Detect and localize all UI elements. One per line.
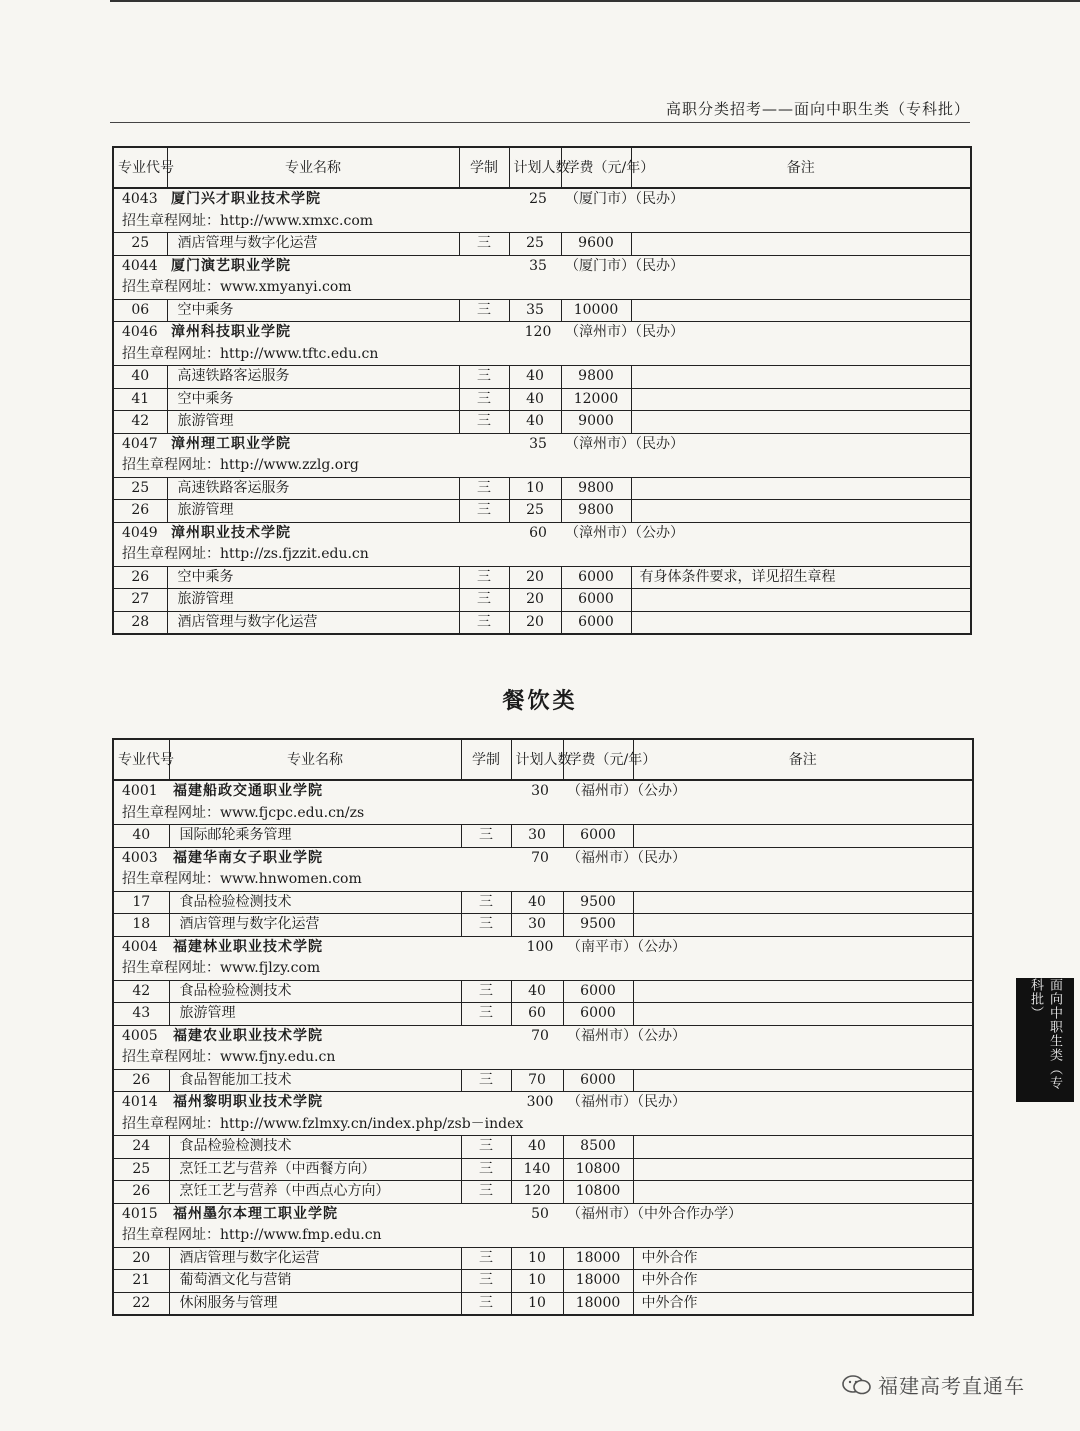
school-url: www.fjny.edu.cn: [220, 1049, 336, 1066]
major-quota: 30: [511, 825, 563, 848]
school-url: http://zs.fjzzit.edu.cn: [220, 546, 369, 563]
major-code: 25: [113, 477, 167, 500]
major-row: [113, 1003, 973, 1026]
col-fee-header: 学费（元/年）: [563, 739, 633, 780]
major-row: [113, 388, 971, 411]
major-quota: 20: [509, 611, 561, 634]
major-quota: 40: [511, 891, 563, 914]
col-duration-header: 学制: [461, 739, 511, 780]
major-name: 食品检验检测技术: [169, 980, 461, 1003]
major-duration: 三: [461, 1247, 511, 1270]
major-quota: 40: [509, 388, 561, 411]
major-row: [113, 589, 971, 612]
school-url-cell: [113, 869, 973, 891]
school-url-row: [113, 1114, 973, 1136]
school-url: http://www.fmp.edu.cn: [220, 1227, 382, 1244]
major-code: 25: [113, 233, 167, 256]
school-location: （福州市）（中外合作办学）: [567, 1205, 742, 1222]
school-url-row: [113, 869, 973, 891]
school-url-row: [113, 544, 971, 566]
col-duration-header: 学制: [459, 147, 509, 188]
table-header-row: [113, 739, 973, 780]
watermark-text: 福建高考直通车: [878, 1374, 1025, 1398]
major-code: 27: [113, 589, 167, 612]
major-duration: 三: [461, 1069, 511, 1092]
school-name: 漳州科技职业学院: [171, 324, 291, 341]
major-name: 休闲服务与管理: [169, 1292, 461, 1315]
major-duration: 三: [461, 891, 511, 914]
major-row: [113, 366, 971, 389]
major-name: 空中乘务: [167, 388, 459, 411]
major-fee: 6000: [561, 589, 631, 612]
major-code: 25: [113, 1158, 169, 1181]
page-header: 高职分类招考——面向中职生类（专科批）: [665, 100, 970, 118]
school-quota: 35: [529, 435, 547, 452]
major-quota: 10: [511, 1247, 563, 1270]
major-row: [113, 411, 971, 434]
major-remark: [633, 825, 973, 848]
col-fee-header: 学费（元/年）: [561, 147, 631, 188]
major-remark: 中外合作: [633, 1270, 973, 1293]
url-label: 招生章程网址：: [122, 960, 220, 977]
school-name: 漳州理工职业学院: [171, 435, 291, 452]
admission-table-1: [112, 146, 972, 635]
major-row: [113, 1247, 973, 1270]
major-name: 空中乘务: [167, 566, 459, 589]
major-fee: 6000: [563, 980, 633, 1003]
major-remark: [631, 500, 971, 523]
major-quota: 20: [509, 589, 561, 612]
major-row: [113, 500, 971, 523]
major-quota: 10: [511, 1292, 563, 1315]
major-duration: 三: [461, 1270, 511, 1293]
major-remark: [631, 388, 971, 411]
school-code: 4043: [122, 191, 158, 208]
url-label: 招生章程网址：: [122, 345, 220, 362]
school-name: 福建农业职业技术学院: [173, 1027, 323, 1044]
major-code: 26: [113, 1069, 169, 1092]
major-remark: [631, 411, 971, 434]
major-duration: 三: [461, 1003, 511, 1026]
major-remark: [631, 299, 971, 322]
major-duration: 三: [459, 589, 509, 612]
school-url: http://www.fzlmxy.cn/index.php/zsb－index: [220, 1115, 524, 1132]
major-duration: 三: [459, 366, 509, 389]
school-location: （福州市）（民办）: [567, 849, 686, 866]
major-quota: 25: [509, 233, 561, 256]
school-name: 漳州职业技术学院: [171, 524, 291, 541]
major-duration: 三: [459, 500, 509, 523]
wechat-icon: [842, 1374, 872, 1396]
major-remark: [633, 1181, 973, 1204]
school-code: 4046: [122, 324, 158, 341]
major-code: 40: [113, 825, 169, 848]
school-name: 福州墨尔本理工职业学院: [173, 1205, 338, 1222]
col-remark-header: 备注: [631, 147, 971, 188]
major-fee: 6000: [561, 611, 631, 634]
school-location: （漳州市）（民办）: [565, 324, 684, 341]
major-name: 烹饪工艺与营养（中西点心方向）: [169, 1181, 461, 1204]
major-quota: 35: [509, 299, 561, 322]
major-fee: 18000: [563, 1292, 633, 1315]
major-name: 旅游管理: [167, 500, 459, 523]
major-row: [113, 477, 971, 500]
side-tab: [1016, 978, 1074, 1102]
school-row: [113, 1203, 973, 1225]
major-fee: 6000: [563, 825, 633, 848]
header-rule: [110, 122, 970, 123]
school-quota: 300: [526, 1094, 554, 1111]
top-border: [110, 0, 1080, 2]
major-quota: 25: [509, 500, 561, 523]
school-url-row: [113, 344, 971, 366]
url-label: 招生章程网址：: [122, 1115, 220, 1132]
major-row: [113, 1270, 973, 1293]
major-duration: 三: [461, 914, 511, 937]
major-row: [113, 233, 971, 256]
school-code: 4004: [122, 938, 158, 955]
major-fee: 6000: [563, 1069, 633, 1092]
school-url: www.fjlzy.com: [220, 960, 321, 977]
school-url-row: [113, 1225, 973, 1247]
school-name: 厦门兴才职业技术学院: [171, 191, 321, 208]
major-name: 高速铁路客运服务: [167, 477, 459, 500]
school-name: 福建华南女子职业学院: [173, 849, 323, 866]
major-fee: 18000: [563, 1247, 633, 1270]
major-code: 20: [113, 1247, 169, 1270]
school-location: （南平市）（公办）: [567, 938, 686, 955]
table-header-row: [113, 147, 971, 188]
major-duration: 三: [459, 411, 509, 434]
school-url: www.xmyanyi.com: [220, 279, 352, 296]
major-code: 43: [113, 1003, 169, 1026]
url-label: 招生章程网址：: [122, 546, 220, 563]
school-code: 4015: [122, 1205, 158, 1222]
major-row: [113, 1292, 973, 1315]
school-row: [113, 322, 971, 344]
school-location: （福州市）（公办）: [567, 783, 686, 800]
school-code: 4005: [122, 1027, 158, 1044]
school-url: http://www.xmxc.com: [220, 212, 374, 229]
major-row: [113, 825, 973, 848]
major-row: [113, 611, 971, 634]
url-label: 招生章程网址：: [122, 804, 220, 821]
major-quota: 70: [511, 1069, 563, 1092]
major-code: 26: [113, 566, 167, 589]
major-fee: 18000: [563, 1270, 633, 1293]
col-code-header: 专业代号: [113, 147, 167, 188]
major-name: 旅游管理: [169, 1003, 461, 1026]
major-remark: [633, 1069, 973, 1092]
url-label: 招生章程网址：: [122, 1227, 220, 1244]
col-name-header: 专业名称: [167, 147, 459, 188]
school-location: （漳州市）（民办）: [565, 435, 684, 452]
major-quota: 30: [511, 914, 563, 937]
major-duration: 三: [459, 611, 509, 634]
col-quota-header: 计划人数: [509, 147, 561, 188]
side-tab-label: 面向中职生类（专科批）: [1028, 978, 1062, 1090]
major-code: 21: [113, 1270, 169, 1293]
school-url-cell: [113, 211, 971, 233]
major-fee: 9500: [563, 891, 633, 914]
major-duration: 三: [461, 1292, 511, 1315]
major-remark: [631, 589, 971, 612]
major-quota: 10: [509, 477, 561, 500]
school-row: [113, 188, 971, 211]
major-duration: 三: [459, 299, 509, 322]
school-url-row: [113, 455, 971, 477]
school-quota: 100: [526, 938, 554, 955]
major-fee: 9500: [563, 914, 633, 937]
school-url-row: [113, 277, 971, 299]
school-quota: 50: [531, 1205, 549, 1222]
major-code: 26: [113, 1181, 169, 1204]
major-row: [113, 980, 973, 1003]
major-name: 高速铁路客运服务: [167, 366, 459, 389]
major-code: 26: [113, 500, 167, 523]
school-quota: 70: [531, 1027, 549, 1044]
school-url-cell: [113, 277, 971, 299]
school-row: [113, 522, 971, 544]
major-duration: 三: [459, 477, 509, 500]
major-quota: 10: [511, 1270, 563, 1293]
major-remark: [631, 233, 971, 256]
major-fee: 10800: [563, 1158, 633, 1181]
school-location: （福州市）（民办）: [567, 1094, 686, 1111]
major-remark: [633, 980, 973, 1003]
school-code: 4044: [122, 257, 158, 274]
major-code: 42: [113, 980, 169, 1003]
major-code: 28: [113, 611, 167, 634]
major-quota: 40: [511, 980, 563, 1003]
major-name: 国际邮轮乘务管理: [169, 825, 461, 848]
major-quota: 40: [511, 1136, 563, 1159]
major-duration: 三: [461, 1136, 511, 1159]
major-code: 18: [113, 914, 169, 937]
school-url-row: [113, 1047, 973, 1069]
col-code-header: 专业代号: [113, 739, 169, 780]
major-remark: [631, 611, 971, 634]
major-row: [113, 914, 973, 937]
school-row: [113, 780, 973, 803]
school-code: 4014: [122, 1094, 158, 1111]
major-duration: 三: [459, 566, 509, 589]
major-name: 食品检验检测技术: [169, 891, 461, 914]
major-duration: 三: [461, 980, 511, 1003]
major-duration: 三: [461, 1158, 511, 1181]
section-title-catering: 餐饮类: [502, 689, 578, 714]
major-name: 旅游管理: [167, 589, 459, 612]
major-quota: 60: [511, 1003, 563, 1026]
major-code: 42: [113, 411, 167, 434]
major-quota: 20: [509, 566, 561, 589]
school-quota: 25: [529, 191, 547, 208]
school-row: [113, 433, 971, 455]
school-url-row: [113, 211, 971, 233]
school-url-cell: [113, 958, 973, 980]
school-row: [113, 1092, 973, 1114]
major-fee: 6000: [563, 1003, 633, 1026]
major-code: 24: [113, 1136, 169, 1159]
school-location: （福州市）（公办）: [567, 1027, 686, 1044]
school-row: [113, 847, 973, 869]
major-name: 食品智能加工技术: [169, 1069, 461, 1092]
major-remark: [633, 914, 973, 937]
school-name: 福建船政交通职业学院: [173, 783, 323, 800]
major-fee: 12000: [561, 388, 631, 411]
major-name: 葡萄酒文化与营销: [169, 1270, 461, 1293]
major-remark: [633, 1158, 973, 1181]
major-row: [113, 566, 971, 589]
major-duration: 三: [459, 233, 509, 256]
school-code: 4049: [122, 524, 158, 541]
major-name: 酒店管理与数字化运营: [167, 233, 459, 256]
url-label: 招生章程网址：: [122, 457, 220, 474]
school-url: www.hnwomen.com: [220, 871, 362, 888]
major-code: 06: [113, 299, 167, 322]
major-remark: [631, 366, 971, 389]
major-name: 旅游管理: [167, 411, 459, 434]
major-name: 酒店管理与数字化运营: [169, 1247, 461, 1270]
col-remark-header: 备注: [633, 739, 973, 780]
major-remark: [631, 477, 971, 500]
school-row: [113, 1025, 973, 1047]
major-remark: 有身体条件要求，详见招生章程: [631, 566, 971, 589]
major-fee: 9000: [561, 411, 631, 434]
url-label: 招生章程网址：: [122, 212, 220, 229]
school-url-row: [113, 958, 973, 980]
major-row: [113, 891, 973, 914]
school-url: www.fjcpc.edu.cn/zs: [220, 804, 365, 821]
major-name: 食品检验检测技术: [169, 1136, 461, 1159]
school-url-row: [113, 803, 973, 825]
major-row: [113, 299, 971, 322]
major-fee: 6000: [561, 566, 631, 589]
major-duration: 三: [461, 825, 511, 848]
major-name: 酒店管理与数字化运营: [169, 914, 461, 937]
col-name-header: 专业名称: [169, 739, 461, 780]
major-remark: [633, 891, 973, 914]
school-quota: 35: [529, 257, 547, 274]
school-row: [113, 255, 971, 277]
major-code: 17: [113, 891, 169, 914]
major-code: 22: [113, 1292, 169, 1315]
major-name: 烹饪工艺与营养（中西餐方向）: [169, 1158, 461, 1181]
major-name: 空中乘务: [167, 299, 459, 322]
major-remark: [633, 1003, 973, 1026]
major-quota: 140: [511, 1158, 563, 1181]
school-quota: 60: [529, 524, 547, 541]
school-url-cell: [113, 344, 971, 366]
major-name: 酒店管理与数字化运营: [167, 611, 459, 634]
major-quota: 120: [511, 1181, 563, 1204]
school-quota: 120: [524, 324, 552, 341]
school-location: （厦门市）（民办）: [565, 191, 684, 208]
major-quota: 40: [509, 366, 561, 389]
major-code: 41: [113, 388, 167, 411]
school-code: 4003: [122, 849, 158, 866]
school-url-cell: [113, 1225, 973, 1247]
admission-table-2: [112, 738, 974, 1316]
school-location: （厦门市）（民办）: [565, 257, 684, 274]
school-row: [113, 936, 973, 958]
major-fee: 9600: [561, 233, 631, 256]
url-label: 招生章程网址：: [122, 1049, 220, 1066]
major-quota: 40: [509, 411, 561, 434]
major-row: [113, 1069, 973, 1092]
major-duration: 三: [461, 1181, 511, 1204]
major-fee: 10000: [561, 299, 631, 322]
school-name: 福州黎明职业技术学院: [173, 1094, 323, 1111]
school-quota: 70: [531, 849, 549, 866]
major-fee: 9800: [561, 366, 631, 389]
school-url-cell: [113, 803, 973, 825]
school-code: 4047: [122, 435, 158, 452]
school-url-cell: [113, 455, 971, 477]
major-row: [113, 1181, 973, 1204]
major-duration: 三: [459, 388, 509, 411]
school-url-cell: [113, 1047, 973, 1069]
url-label: 招生章程网址：: [122, 871, 220, 888]
school-name: 福建林业职业技术学院: [173, 938, 323, 955]
major-remark: 中外合作: [633, 1247, 973, 1270]
major-fee: 9800: [561, 477, 631, 500]
school-location: （漳州市）（公办）: [565, 524, 684, 541]
major-fee: 8500: [563, 1136, 633, 1159]
major-remark: [633, 1136, 973, 1159]
major-remark: 中外合作: [633, 1292, 973, 1315]
major-fee: 10800: [563, 1181, 633, 1204]
major-fee: 9800: [561, 500, 631, 523]
col-quota-header: 计划人数: [511, 739, 563, 780]
school-url-cell: [113, 544, 971, 566]
school-url: http://www.zzlg.org: [220, 457, 359, 474]
major-code: 40: [113, 366, 167, 389]
school-quota: 30: [531, 783, 549, 800]
school-url: http://www.tftc.edu.cn: [220, 345, 379, 362]
school-name: 厦门演艺职业学院: [171, 257, 291, 274]
url-label: 招生章程网址：: [122, 279, 220, 296]
school-code: 4001: [122, 783, 158, 800]
watermark: [842, 1370, 1025, 1399]
major-row: [113, 1158, 973, 1181]
major-row: [113, 1136, 973, 1159]
school-url-cell: [113, 1114, 973, 1136]
